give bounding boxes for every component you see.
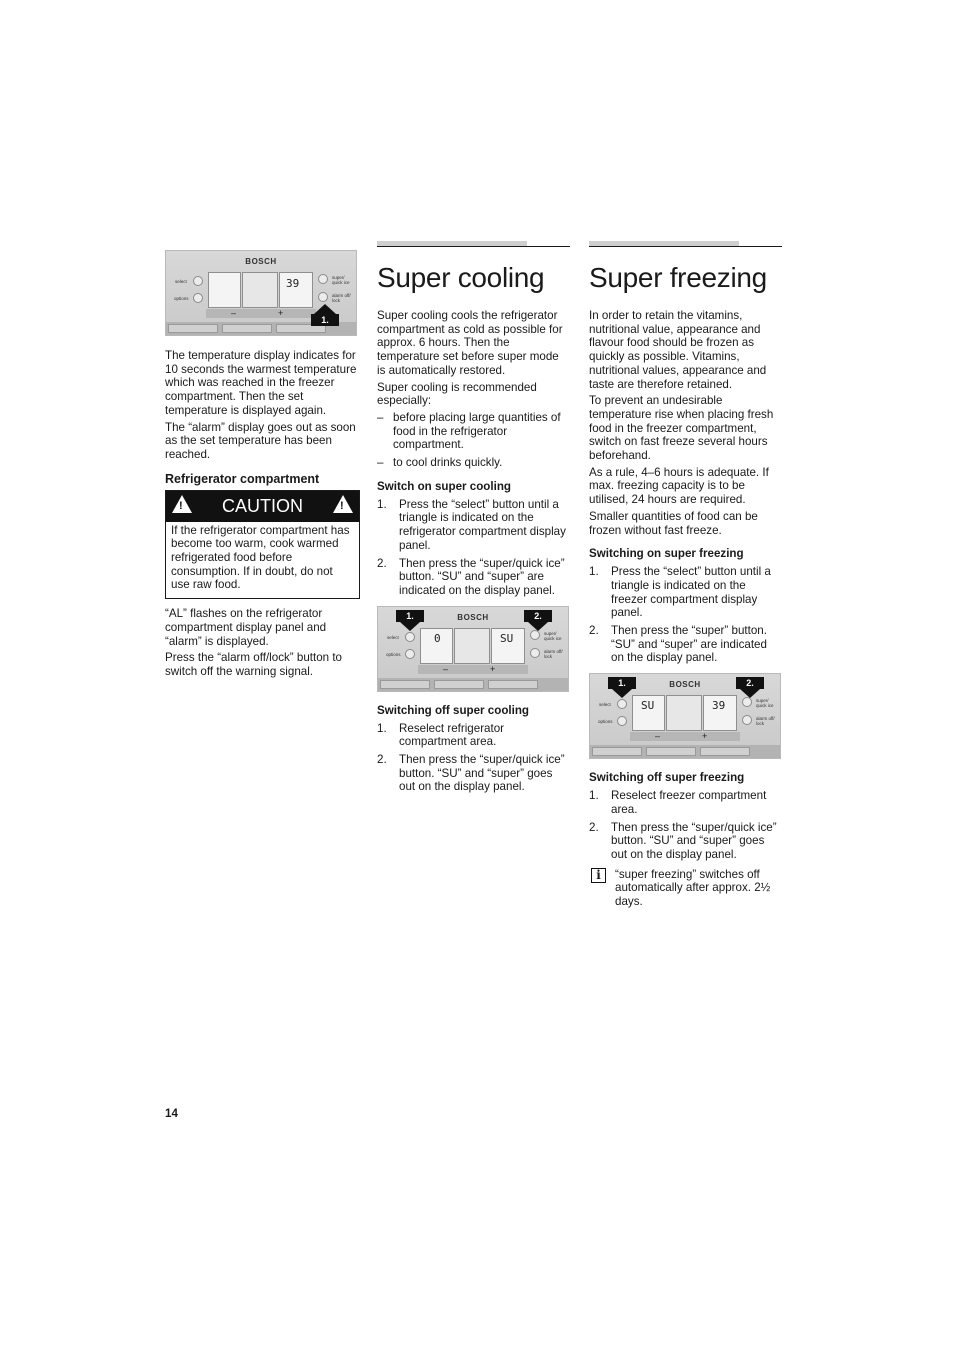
step-list xyxy=(377,722,570,795)
options-label: options xyxy=(174,296,189,301)
arrow-up-icon xyxy=(311,304,339,326)
subheading: Switch on super cooling xyxy=(377,479,511,493)
select-button-icon xyxy=(617,699,627,709)
fridge-display xyxy=(279,272,313,308)
step-list xyxy=(377,498,570,598)
section-heading: Refrigerator compartment xyxy=(165,471,320,486)
paragraph: As a rule, 4–6 hours is adequate. If max. freezing capacity is to be utilised, 24 hours are required. xyxy=(589,465,769,507)
arrow-label: 1. xyxy=(311,314,339,326)
super-button-icon xyxy=(530,630,540,640)
brand-logo: BOSCH xyxy=(457,612,489,622)
section-title: Super freezing xyxy=(589,262,767,293)
step-list xyxy=(589,789,782,862)
arrow-down-icon xyxy=(524,610,552,631)
options-button-icon xyxy=(405,649,415,659)
select-button-icon xyxy=(405,632,415,642)
minus-plus-strip xyxy=(206,309,316,318)
alarm-label: alarm off/ lock xyxy=(332,293,351,303)
select-label: select xyxy=(387,634,399,640)
caution-box xyxy=(165,490,360,600)
list-item: 1. Press the “select” button until a triangle is indicated on the freezer compartment display panel. xyxy=(589,565,771,620)
options-label: options xyxy=(386,651,401,657)
subheading: Switching on super freezing xyxy=(589,547,744,561)
super-button-icon xyxy=(742,697,752,707)
page-number: 14 xyxy=(165,1107,178,1120)
list-item: 1. Press the “select” button until a triangle is indicated on the refrigerator compartment display panel. xyxy=(377,497,566,552)
subheading: Switching off super freezing xyxy=(589,771,745,785)
paragraph: Super cooling is recommended especially: xyxy=(377,380,537,408)
freezer-display-flashing xyxy=(208,272,241,308)
paragraph: The “alarm” display goes out as soon as the set temperature has been reached. xyxy=(165,420,356,461)
list-item: – before placing large quantities of food in the refrigerator compartment. xyxy=(377,411,570,452)
minus-icon: – xyxy=(231,308,237,318)
super-button-icon xyxy=(318,274,328,284)
alarm-label: alarm off/ lock xyxy=(544,648,563,659)
alarm-button-icon xyxy=(530,648,540,658)
plus-icon: + xyxy=(278,308,284,318)
arrow-label: 1. xyxy=(396,610,424,622)
control-panel-figure-cooling xyxy=(377,606,569,692)
arrow-label: 2. xyxy=(736,677,764,689)
arrow-label: 1. xyxy=(608,677,636,689)
super-label: super/ quick ice xyxy=(332,275,350,285)
select-button-icon xyxy=(193,276,203,286)
paragraph: To prevent an undesirable temperature rise when placing fresh food in the freezer compartment, switch on fast freeze several hours beforehand. xyxy=(589,394,774,463)
alarm-button-icon xyxy=(318,292,328,302)
paragraph: Press the “alarm off/lock” button to switch off the warning signal. xyxy=(165,651,342,678)
paragraph: “AL” flashes on the refrigerator compartment display panel and “alarm” is displayed. xyxy=(165,607,327,648)
options-button-icon xyxy=(193,293,203,303)
temperature-readout: 39 xyxy=(286,277,300,290)
select-label: select xyxy=(175,279,187,284)
bullet-list xyxy=(377,411,570,470)
list-item: 1. Reselect freezer compartment area. xyxy=(589,789,767,816)
plus-icon: + xyxy=(702,731,708,742)
super-cooling-column xyxy=(377,246,570,798)
step-list xyxy=(589,565,782,665)
paragraph: In order to retain the vitamins, nutritional value, appearance and flavour food should be frozen as quickly as possible. Vitamins, nutritional values, appearance and taste are therefore retained. xyxy=(589,309,767,391)
warning-icon xyxy=(333,495,353,513)
options-label: options xyxy=(598,719,613,725)
brand-logo: BOSCH xyxy=(245,257,277,266)
fridge-readout: 39 xyxy=(712,699,726,713)
section-title: Super cooling xyxy=(377,262,545,293)
list-item: 1. Reselect refrigerator compartment area. xyxy=(377,721,505,749)
alarm-label: alarm off/ lock xyxy=(756,716,775,727)
paragraph: Smaller quantities of food can be frozen without fast freeze. xyxy=(589,509,758,537)
alarm-button-icon xyxy=(742,715,752,725)
info-note xyxy=(589,868,782,909)
super-label: super/ quick ice xyxy=(756,698,774,709)
arrow-down-icon xyxy=(608,677,636,698)
freezer-readout: 0 xyxy=(434,631,441,645)
note-text: “super freezing” switches off automatically after approx. 2½ days. xyxy=(615,867,771,909)
info-icon: i xyxy=(591,868,606,883)
left-column xyxy=(165,246,360,682)
plus-icon: + xyxy=(490,663,496,674)
section-rule xyxy=(377,246,570,247)
warning-icon xyxy=(172,495,192,513)
list-item: 2. Then press the “super” button. “SU” and “super” are indicated on the display panel. xyxy=(589,624,767,665)
section-rule xyxy=(589,246,782,247)
fridge-readout: SU xyxy=(500,631,514,645)
paragraph: Super cooling cools the refrigerator compartment as cold as possible for approx. 6 hours. Then the temperature set before super mode is automatically restored. xyxy=(377,309,563,377)
super-label: super/ quick ice xyxy=(544,630,562,641)
super-freezing-column xyxy=(589,246,782,912)
arrow-down-icon xyxy=(736,677,764,698)
select-label: select xyxy=(599,702,611,708)
list-item: – to cool drinks quickly. xyxy=(377,456,570,470)
caution-header xyxy=(166,491,359,522)
caution-word: CAUTION xyxy=(222,495,303,516)
options-button-icon xyxy=(617,716,627,726)
freezer-readout: SU xyxy=(641,699,655,713)
list-item: 2. Then press the “super/quick ice” button. “SU” and “super” goes out on the display panel. xyxy=(377,753,565,794)
paragraph: The temperature display indicates for 10 seconds the warmest temperature which was reached in the freezer compartment. Then the set temperature is displayed again. xyxy=(165,349,357,417)
arrow-down-icon xyxy=(396,610,424,631)
control-panel-figure-freezing xyxy=(589,673,781,759)
brand-logo: BOSCH xyxy=(669,680,701,690)
subheading: Switching off super cooling xyxy=(377,703,530,717)
list-item: 2. Then press the “super/quick ice” button. “SU” and “super” are indicated on the display panel. xyxy=(377,556,565,597)
control-panel-figure-alarm xyxy=(165,250,357,336)
list-item: 2. Then press the “super/quick ice” button. “SU” and “super” goes out on the display panel. xyxy=(589,820,777,861)
minus-icon: – xyxy=(655,731,661,742)
caution-text: If the refrigerator compartment has become too warm, cook warmed refrigerated food before consumption. If in doubt, do not use raw food. xyxy=(171,523,350,592)
status-display xyxy=(242,272,278,308)
minus-icon: – xyxy=(443,663,449,674)
arrow-label: 2. xyxy=(524,610,552,622)
